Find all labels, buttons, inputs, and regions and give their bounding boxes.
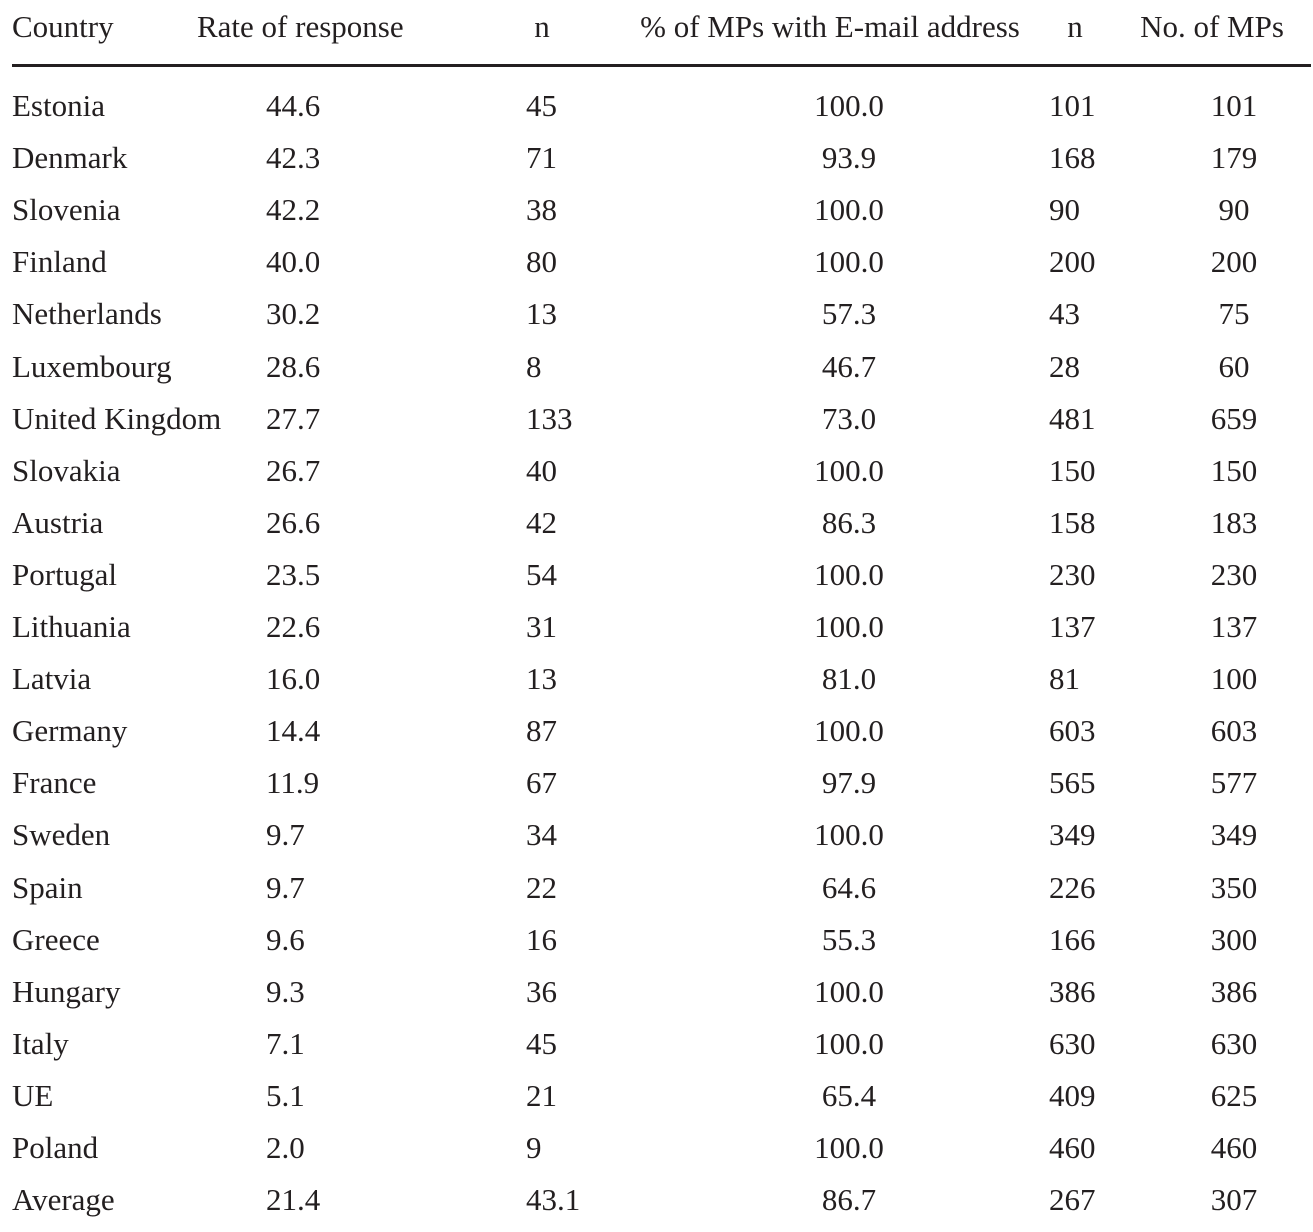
cell-country: Finland [12, 244, 107, 279]
header-n-respondents: n [534, 9, 550, 44]
cell-number-of-mps: 630 [1210, 1026, 1258, 1061]
cell-n-respondents: 45 [526, 88, 557, 123]
cell-number-of-mps: 460 [1210, 1130, 1258, 1165]
cell-email-percentage: 100.0 [814, 453, 884, 488]
cell-n-respondents: 8 [526, 349, 542, 384]
cell-n-email: 137 [1049, 609, 1096, 644]
cell-email-percentage: 64.6 [821, 870, 877, 905]
cell-email-percentage: 46.7 [821, 349, 877, 384]
cell-email-percentage: 57.3 [821, 296, 877, 331]
cell-email-percentage: 97.9 [821, 765, 877, 800]
cell-rate-of-response: 11.9 [266, 765, 320, 800]
cell-rate-of-response: 22.6 [266, 609, 321, 644]
cell-rate-of-response: 14.4 [266, 713, 321, 748]
cell-rate-of-response: 2.0 [266, 1130, 305, 1165]
cell-n-email: 565 [1049, 765, 1096, 800]
cell-rate-of-response: 28.6 [266, 349, 321, 384]
cell-number-of-mps: 659 [1210, 401, 1258, 436]
cell-n-respondents: 71 [526, 140, 557, 175]
header-email-percentage: % of MPs with E-mail address [640, 9, 1020, 44]
cell-email-percentage: 100.0 [814, 609, 884, 644]
cell-n-respondents: 16 [526, 922, 557, 957]
cell-n-email: 28 [1049, 349, 1080, 384]
cell-n-respondents: 36 [526, 974, 557, 1009]
cell-n-respondents: 42 [526, 505, 557, 540]
cell-rate-of-response: 40.0 [266, 244, 321, 279]
cell-country: Average [12, 1182, 115, 1217]
cell-n-email: 158 [1049, 505, 1096, 540]
cell-rate-of-response: 16.0 [266, 661, 321, 696]
cell-n-email: 90 [1049, 192, 1080, 227]
cell-number-of-mps: 101 [1210, 88, 1258, 123]
cell-n-email: 481 [1049, 401, 1096, 436]
cell-email-percentage: 100.0 [814, 244, 884, 279]
header-number-of-mps: No. of MPs [1140, 9, 1284, 44]
cell-number-of-mps: 386 [1210, 974, 1258, 1009]
cell-n-respondents: 67 [526, 765, 557, 800]
cell-n-respondents: 54 [526, 557, 557, 592]
cell-n-respondents: 40 [526, 453, 557, 488]
cell-n-respondents: 22 [526, 870, 557, 905]
cell-n-respondents: 31 [526, 609, 557, 644]
cell-country: Latvia [12, 661, 92, 696]
cell-country: Poland [12, 1130, 99, 1165]
cell-number-of-mps: 100 [1210, 661, 1258, 696]
cell-email-percentage: 55.3 [821, 922, 877, 957]
cell-n-email: 81 [1049, 661, 1080, 696]
cell-country: UE [12, 1078, 54, 1113]
cell-rate-of-response: 26.7 [266, 453, 321, 488]
cell-n-respondents: 80 [526, 244, 557, 279]
cell-email-percentage: 100.0 [814, 1026, 884, 1061]
header-n-email: n [1067, 9, 1083, 44]
cell-country: Hungary [12, 974, 121, 1009]
cell-country: Sweden [12, 817, 111, 852]
cell-n-email: 230 [1049, 557, 1096, 592]
cell-n-respondents: 87 [526, 713, 557, 748]
cell-country: Portugal [12, 557, 118, 592]
cell-number-of-mps: 200 [1210, 244, 1258, 279]
cell-number-of-mps: 307 [1210, 1182, 1258, 1217]
cell-number-of-mps: 577 [1210, 765, 1258, 800]
cell-number-of-mps: 179 [1210, 140, 1258, 175]
cell-number-of-mps: 60 [1218, 349, 1250, 384]
cell-country: Greece [12, 922, 100, 957]
cell-n-respondents: 38 [526, 192, 557, 227]
cell-number-of-mps: 183 [1210, 505, 1258, 540]
cell-rate-of-response: 26.6 [266, 505, 321, 540]
cell-email-percentage: 81.0 [821, 661, 877, 696]
cell-rate-of-response: 9.7 [266, 870, 305, 905]
cell-n-respondents: 13 [526, 661, 557, 696]
cell-n-email: 630 [1049, 1026, 1096, 1061]
cell-country: France [12, 765, 97, 800]
cell-rate-of-response: 9.6 [266, 922, 305, 957]
cell-rate-of-response: 5.1 [266, 1078, 305, 1113]
cell-email-percentage: 100.0 [814, 88, 884, 123]
cell-country: Estonia [12, 88, 105, 123]
cell-n-respondents: 34 [526, 817, 557, 852]
header-country: Country [12, 9, 114, 44]
cell-n-email: 409 [1049, 1078, 1096, 1113]
cell-rate-of-response: 44.6 [266, 88, 321, 123]
cell-email-percentage: 100.0 [814, 713, 884, 748]
cell-email-percentage: 100.0 [814, 817, 884, 852]
cell-n-email: 349 [1049, 817, 1096, 852]
cell-number-of-mps: 300 [1210, 922, 1258, 957]
cell-rate-of-response: 9.3 [266, 974, 305, 1009]
cell-country: Spain [12, 870, 83, 905]
cell-country: Denmark [12, 140, 128, 175]
cell-n-respondents: 43.1 [526, 1182, 581, 1217]
cell-email-percentage: 86.3 [821, 505, 877, 540]
cell-n-email: 166 [1049, 922, 1096, 957]
cell-number-of-mps: 350 [1210, 870, 1258, 905]
cell-rate-of-response: 7.1 [266, 1026, 305, 1061]
cell-n-respondents: 45 [526, 1026, 557, 1061]
cell-email-percentage: 73.0 [821, 401, 877, 436]
cell-rate-of-response: 21.4 [266, 1182, 321, 1217]
cell-n-email: 386 [1049, 974, 1096, 1009]
cell-email-percentage: 93.9 [821, 140, 877, 175]
cell-n-email: 460 [1049, 1130, 1096, 1165]
cell-email-percentage: 100.0 [814, 557, 884, 592]
cell-n-email: 168 [1049, 140, 1096, 175]
cell-n-respondents: 133 [526, 401, 573, 436]
cell-email-percentage: 100.0 [814, 1130, 884, 1165]
cell-number-of-mps: 150 [1210, 453, 1258, 488]
cell-email-percentage: 100.0 [814, 974, 884, 1009]
cell-n-respondents: 21 [526, 1078, 557, 1113]
cell-n-respondents: 9 [526, 1130, 542, 1165]
cell-country: Netherlands [12, 296, 162, 331]
cell-email-percentage: 86.7 [821, 1182, 877, 1217]
cell-rate-of-response: 42.3 [266, 140, 321, 175]
cell-country: Germany [12, 713, 128, 748]
cell-n-email: 150 [1049, 453, 1096, 488]
cell-country: Italy [12, 1026, 69, 1061]
cell-number-of-mps: 230 [1210, 557, 1258, 592]
cell-country: United Kingdom [12, 401, 222, 436]
cell-rate-of-response: 27.7 [266, 401, 321, 436]
cell-country: Slovenia [12, 192, 121, 227]
cell-number-of-mps: 137 [1210, 609, 1258, 644]
cell-email-percentage: 65.4 [821, 1078, 877, 1113]
cell-n-email: 603 [1049, 713, 1096, 748]
cell-number-of-mps: 603 [1210, 713, 1258, 748]
cell-email-percentage: 100.0 [814, 192, 884, 227]
cell-n-email: 200 [1049, 244, 1096, 279]
cell-rate-of-response: 30.2 [266, 296, 321, 331]
cell-country: Austria [12, 505, 104, 540]
cell-number-of-mps: 75 [1218, 296, 1250, 331]
cell-rate-of-response: 9.7 [266, 817, 305, 852]
cell-n-email: 267 [1049, 1182, 1096, 1217]
cell-number-of-mps: 90 [1218, 192, 1250, 227]
cell-country: Slovakia [12, 453, 121, 488]
cell-number-of-mps: 349 [1210, 817, 1258, 852]
cell-rate-of-response: 23.5 [266, 557, 321, 592]
cell-number-of-mps: 625 [1210, 1078, 1258, 1113]
header-rate-of-response: Rate of response [197, 9, 404, 44]
cell-n-respondents: 13 [526, 296, 557, 331]
cell-rate-of-response: 42.2 [266, 192, 321, 227]
cell-n-email: 101 [1049, 88, 1096, 123]
cell-country: Lithuania [12, 609, 131, 644]
cell-country: Luxembourg [12, 349, 172, 384]
cell-n-email: 226 [1049, 870, 1096, 905]
cell-n-email: 43 [1049, 296, 1080, 331]
header-rule [12, 64, 1311, 67]
